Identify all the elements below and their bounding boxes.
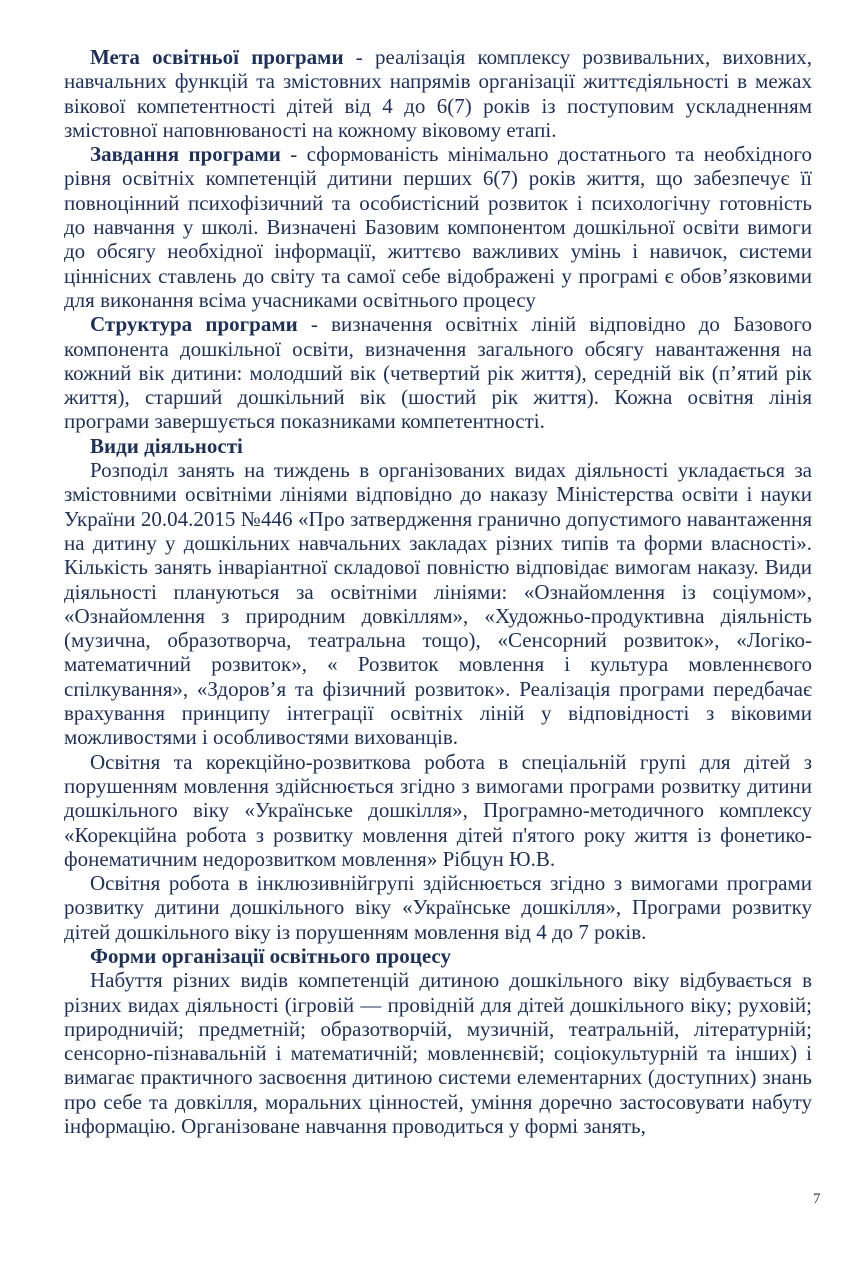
document-text-block <box>64 45 812 1138</box>
paragraph-lead-goal: Мета освітньої програми <box>90 45 344 69</box>
paragraph-activity-distribution: Розподіл занять на тиждень в організованих видах діяльності укладається за змістовними освітніми лініями відповідно до наказу Міністерства освіти і науки України 20.04.2015 №446 «Про затвердження гранично допустимого навантаження на дитину у дошкільних навчальних закладах різних типів та форми власності». Кількість занять інваріантної складової повністю відповідає вимогам наказу. Види діяльності плануються за освітніми лініями: «Ознайомлення із соціумом», «Ознайомлення з природним довкіллям», «Художньо-продуктивна діяльність (музична, образотворча, театральна тощо), «Сенсорний розвиток», «Логіко-математичний розвиток», « Розвиток мовлення і культура мовленнєвого спілкування», «Здоров’я та фізичний розвиток». Реалізація програми передбачає врахування принципу інтеграції освітніх ліній у відповідності з віковими можливостями і особливостями вихованців. <box>64 458 812 750</box>
lead-dash: - <box>280 142 307 167</box>
paragraph-lead-tasks: Завдання програми <box>90 142 281 167</box>
lead-dash: - <box>343 45 375 69</box>
paragraph-correctional-work: Освітня та корекційно-розвиткова робота в спеціальній групі для дітей з порушенням мовлення здійснюється згідно з вимогами програми розвитку дитини дошкільного віку «Українське дошкілля», Програмно-методичного комплексу «Корекційна робота з розвитку мовлення дітей п'ятого року життя із фонетико-фонематичним недорозвитком мовлення» Рібцун Ю.В. <box>64 749 812 871</box>
paragraph-program-structure <box>64 312 812 433</box>
paragraph-text: визначення освітніх ліній відповідно до Базового компонента дошкільної освіти, визначення загального обсягу навантаження на кожний вік дитини: молодший вік (четвертий рік життя), середній вік (п’ятий рік життя), старший дошкільний вік (шостий рік життя). Кожна освітня лінія програми завершується показниками компетентності. <box>64 312 812 434</box>
section-heading-activity-types: Види діяльності <box>90 433 243 458</box>
paragraph-text: реалізація комплексу розвивальних, виховних, навчальних функцій та змістовних напрямів організації життєдіяльності в межах вікової компетентності дітей від 4 до 6(7) років із поступовим ускладненням змістовної наповнюваності на кожному віковому етапі. <box>64 45 813 142</box>
paragraph-lead-structure: Структура програми <box>90 312 298 337</box>
paragraph-inclusive-group: Освітня робота в інклюзивнійгрупі здійснюється згідно з вимогами програми розвитку дитини дошкільного віку «Українське дошкілля», Програми розвитку дітей дошкільного віку із порушенням мовлення від 4 до 7 років. <box>64 871 812 944</box>
section-heading-education-forms: Форми організації освітнього процесу <box>90 943 451 968</box>
paragraph-program-tasks <box>64 142 812 312</box>
paragraph-text: сформованість мінімально достатнього та необхідного рівня освітніх компетенцій дитини перших 6(7) років життя, що забезпечує її повноцінний психофізичний та особистісний розвиток і психологічну готовність до навчання у школі. Визначені Базовим компонентом дошкільної освіти вимоги до обсягу необхідної інформації, життєво важливих умінь і навичок, системи ціннісних ставлень до світу та самої себе відображені у програмі є обов’язковими для виконання всіма учасниками освітнього процесу <box>64 142 812 312</box>
lead-dash: - <box>297 312 332 337</box>
paragraph-competencies-acquisition: Набуття різних видів компетенцій дитиною дошкільного віку відбувається в різних видах діяльності (ігровій — провідній для дітей дошкільного віку; руховій; природничій; предметній; образотворчій, музичній, театральній, літературній; сенсорно-пізнавальній і математичній; мовленнєвій; соціокультурній та інших) і вимагає практичного засвоєння дитиною системи елементарних (доступних) знань про себе та довкілля, моральних цінностей, уміння доречно застосовувати набуту інформацію. Організоване навчання проводиться у формі занять, <box>64 968 812 1139</box>
page-number: 7 <box>813 1191 821 1207</box>
paragraph-program-goal <box>64 45 812 142</box>
